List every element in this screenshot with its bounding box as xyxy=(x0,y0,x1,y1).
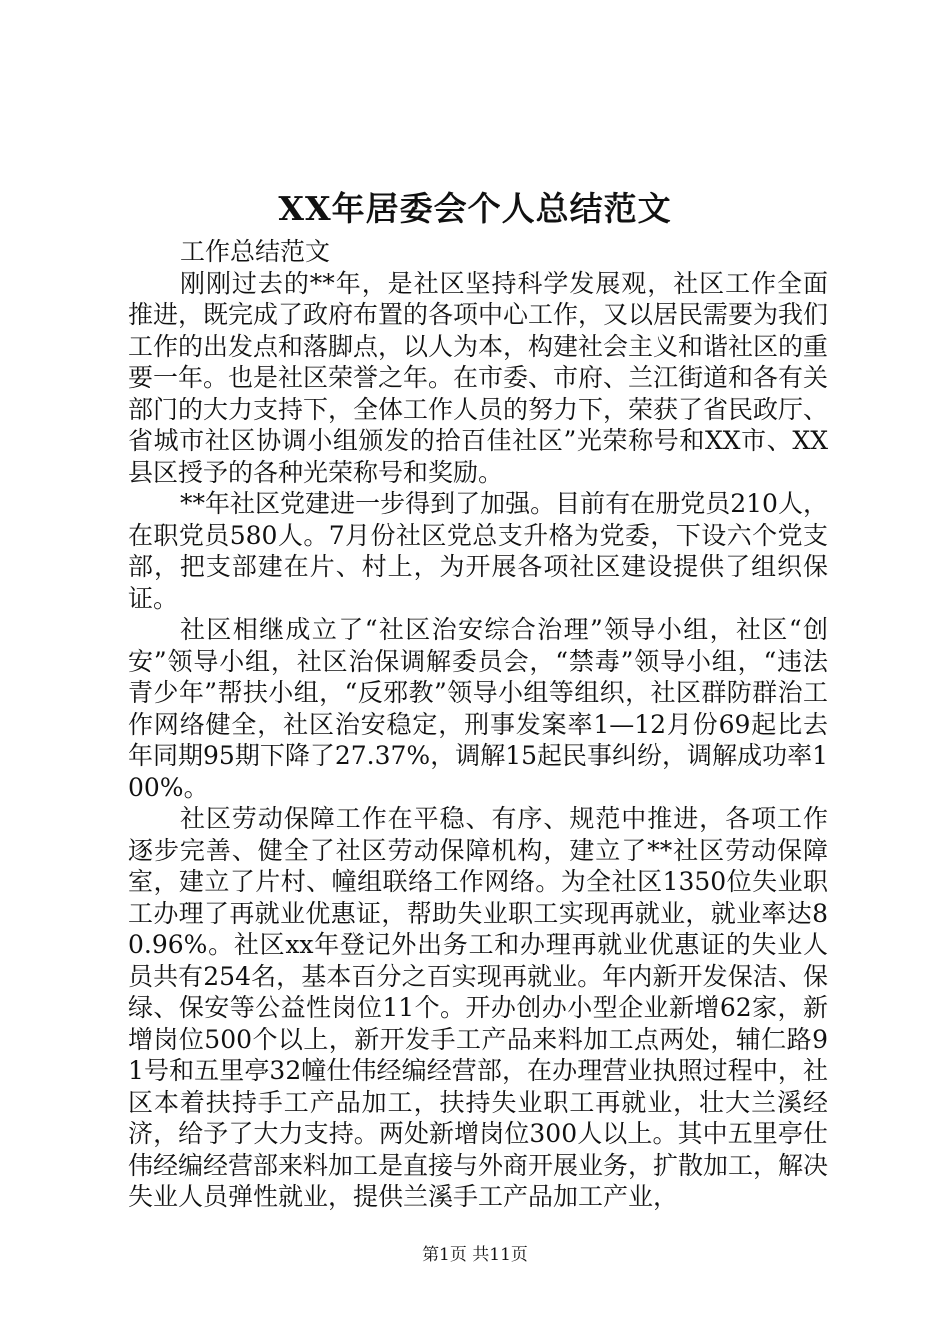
paragraph-intro: 刚刚过去的**年，是社区坚持科学发展观，社区工作全面推进，既完成了政府布置的各项中心工作，又以居民需要为我们工作的出发点和落脚点，以人为本，构建社会主义和谐社区的重要一年。也是社区荣誉之年。在市委、市府、兰江街道和各有关部门的大力支持下，全体工作人员的努力下，荣获了省民政厅、省城市社区协调小组颁发的拾百佳社区”光荣称号和XX市、XX县区授予的各种光荣称号和奖励。 xyxy=(128,268,829,487)
paragraph-subtitle: 工作总结范文 xyxy=(180,237,331,266)
paragraph-labor-security: 社区劳动保障工作在平稳、有序、规范中推进，各项工作逐步完善、健全了社区劳动保障机构，建立了**社区劳动保障室，建立了片村、幢组联络工作网络。为全社区1350位失业职工办理了再就业优惠证，帮助失业职工实现再就业，就业率达80.96%。社区xx年登记外出务工和办理再就业优惠证的失业人员共有254名，基本百分之百实现再就业。年内新开发保洁、保绿、保安等公益性岗位11个。开办创办小型企业新增62家，新增岗位500个以上，新开发手工产品来料加工点两处，辅仁路91号和五里亭32幢仕伟经编经营部，在办理营业执照过程中，社区本着扶持手工产品加工，扶持失业职工再就业，壮大兰溪经济，给予了大力支持。两处新增岗位300人以上。其中五里亭仕伟经编经营部来料加工是直接与外商开展业务，扩散加工，解决失业人员弹性就业，提供兰溪手工产品加工产业， xyxy=(128,804,829,1211)
page-footer: 第1页 共11页 xyxy=(422,1245,528,1265)
document-body xyxy=(128,236,828,1213)
document-title: XX年居委会个人总结范文 xyxy=(278,189,672,228)
paragraph-public-security: 社区相继成立了“社区治安综合治理”领导小组，社区“创安”领导小组，社区治保调解委员会，“禁毒”领导小组，“违法青少年”帮扶小组，“反邪教”领导小组等组织，社区群防群治工作网络健全，社区治安稳定，刑事发案率1—12月份69起比去年同期95期下降了27.37%，调解15起民事纠纷，调解成功率100%。 xyxy=(128,615,828,802)
paragraph-party-building: **年社区党建进一步得到了加强。目前有在册党员210人，在职党员580人。7月份社区党总支升格为党委，下设六个党支部，把支部建在片、村上，为开展各项社区建设提供了组织保证。 xyxy=(128,489,828,613)
